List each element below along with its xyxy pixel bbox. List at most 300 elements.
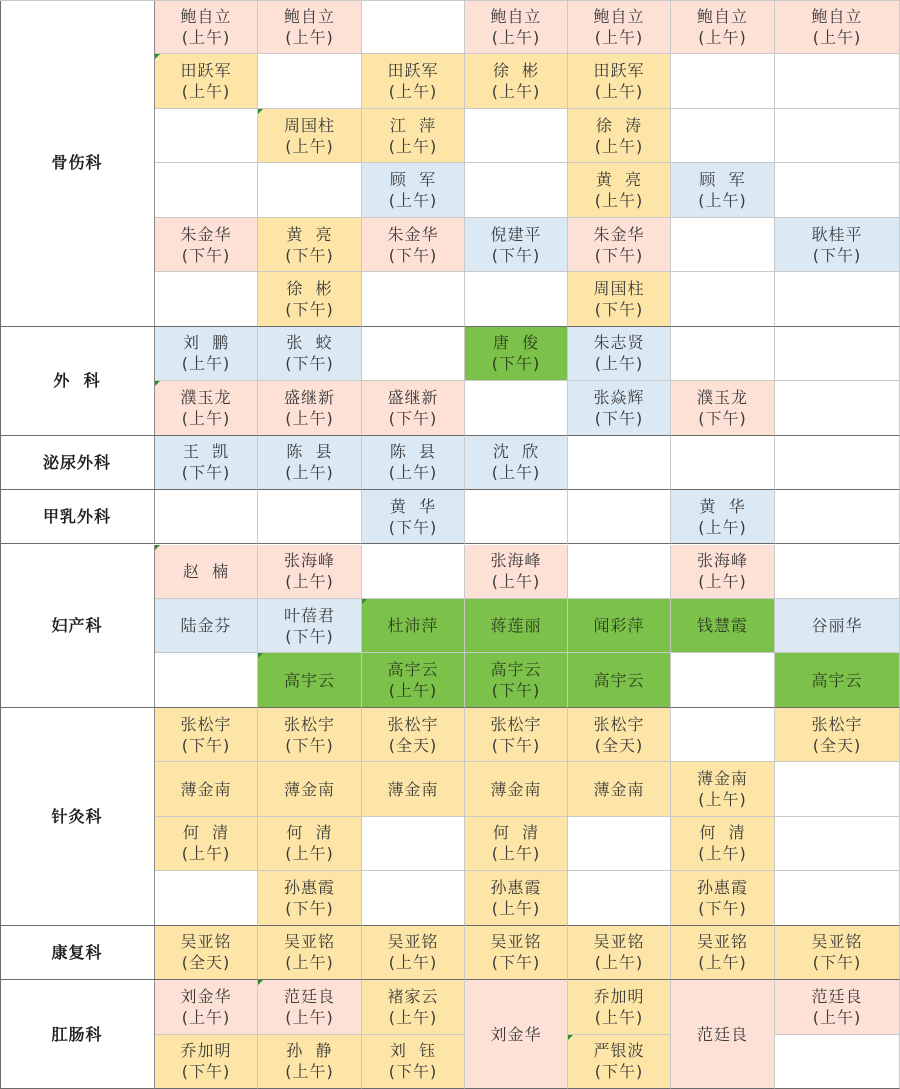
doctor-name: 鲍自立 — [811, 6, 863, 26]
shift-time: (上午) — [388, 136, 438, 156]
schedule-cell — [362, 599, 465, 653]
shift-time: (上午) — [698, 27, 747, 47]
shift-time: (下午) — [812, 245, 862, 265]
shift-time: (上午) — [285, 844, 334, 864]
shift-time: (下午) — [285, 898, 334, 918]
schedule-cell — [568, 163, 671, 217]
schedule-cell — [465, 599, 568, 653]
empty-cell — [671, 218, 775, 272]
shift-time: (下午) — [594, 1062, 644, 1082]
doctor-name: 陈 县 — [389, 442, 437, 462]
doctor-name: 吴亚铭 — [387, 932, 439, 952]
doctor-name: 江 萍 — [389, 115, 437, 135]
doctor-name: 张松宇 — [490, 714, 542, 734]
shift-time: (上午) — [285, 1062, 334, 1082]
schedule-cell — [362, 926, 465, 980]
dept-jiaru — [0, 490, 155, 544]
schedule-cell — [258, 817, 362, 871]
doctor-name: 濮玉龙 — [180, 387, 232, 407]
schedule-cell — [568, 218, 671, 272]
schedule-cell — [155, 708, 258, 762]
empty-cell — [155, 490, 258, 544]
empty-cell — [155, 109, 258, 163]
doctor-name: 黄 华 — [389, 496, 437, 516]
schedule-cell — [362, 980, 465, 1034]
schedule-cell — [465, 54, 568, 108]
shift-time: (下午) — [388, 517, 438, 537]
doctor-name: 黄 亮 — [286, 224, 333, 244]
doctor-name: 田跃军 — [180, 61, 232, 81]
doctor-name: 赵 楠 — [182, 561, 230, 581]
doctor-name: 濮玉龙 — [696, 387, 748, 407]
dept-label: 外 科 — [53, 371, 101, 391]
empty-cell — [775, 163, 900, 217]
doctor-name: 张海峰 — [283, 551, 335, 571]
empty-cell — [465, 381, 568, 435]
schedule-cell — [775, 0, 900, 54]
doctor-name: 田跃军 — [387, 61, 439, 81]
empty-cell — [155, 163, 258, 217]
shift-time: (上午) — [285, 953, 334, 973]
shift-time: (上午) — [181, 1007, 231, 1027]
doctor-name: 严银波 — [593, 1041, 645, 1061]
shift-time: (上午) — [388, 1007, 438, 1027]
schedule-cell — [775, 599, 900, 653]
shift-time: (上午) — [285, 572, 334, 592]
shift-time: (下午) — [491, 953, 541, 973]
shift-time: (下午) — [594, 245, 644, 265]
table-top-border — [0, 0, 900, 1]
schedule-cell — [671, 599, 775, 653]
shift-time: (下午) — [388, 1062, 438, 1082]
doctor-name: 高宇云 — [387, 660, 439, 680]
schedule-cell — [465, 762, 568, 816]
shift-time: (上午) — [698, 517, 747, 537]
dept-gangchang — [0, 980, 155, 1089]
empty-cell — [775, 762, 900, 816]
doctor-name: 刘 钰 — [389, 1041, 437, 1061]
schedule-cell — [362, 436, 465, 490]
empty-cell — [258, 490, 362, 544]
doctor-name: 吴亚铭 — [180, 932, 232, 952]
doctor-name: 张焱辉 — [593, 387, 645, 407]
doctor-name: 顾 军 — [389, 170, 437, 190]
schedule-cell — [362, 1035, 465, 1089]
dept-fuchan — [0, 545, 155, 708]
shift-time: (上午) — [388, 463, 438, 483]
schedule-cell — [465, 817, 568, 871]
shift-time: (上午) — [388, 191, 438, 211]
schedule-cell — [155, 327, 258, 381]
dept-label: 肛肠科 — [51, 1024, 103, 1044]
schedule-cell — [775, 653, 900, 707]
shift-time: (上午) — [285, 27, 334, 47]
schedule-cell — [568, 327, 671, 381]
schedule-cell — [465, 871, 568, 925]
schedule-cell — [155, 980, 258, 1034]
empty-cell — [671, 653, 775, 707]
schedule-cell — [465, 0, 568, 54]
dept-label: 康复科 — [51, 942, 103, 962]
empty-cell — [568, 871, 671, 925]
shift-time: (下午) — [285, 735, 334, 755]
schedule-cell — [671, 490, 775, 544]
dept-gushang — [0, 0, 155, 327]
empty-cell — [362, 272, 465, 326]
doctor-name: 张松宇 — [180, 714, 232, 734]
schedule-cell — [362, 218, 465, 272]
doctor-name: 薄金南 — [387, 779, 439, 799]
schedule-cell — [465, 708, 568, 762]
doctor-name: 田跃军 — [593, 61, 645, 81]
doctor-name: 朱志贤 — [593, 333, 645, 353]
empty-cell — [775, 871, 900, 925]
empty-cell — [775, 109, 900, 163]
empty-cell — [362, 0, 465, 54]
schedule-cell — [671, 545, 775, 599]
shift-time: (下午) — [181, 735, 231, 755]
shift-time: (上午) — [285, 463, 334, 483]
schedule-cell — [671, 926, 775, 980]
doctor-name: 闻彩萍 — [593, 616, 645, 636]
dept-waike — [0, 327, 155, 436]
schedule-cell — [568, 1035, 671, 1089]
dept-kangfu — [0, 926, 155, 980]
shift-time: (上午) — [812, 27, 862, 47]
shift-time: (上午) — [388, 953, 438, 973]
empty-cell — [155, 653, 258, 707]
shift-time: (下午) — [594, 299, 644, 319]
doctor-name: 倪建平 — [490, 224, 542, 244]
shift-time: (下午) — [698, 408, 747, 428]
schedule-cell — [465, 218, 568, 272]
shift-time: (上午) — [285, 408, 334, 428]
shift-time: (全天) — [388, 735, 438, 755]
empty-cell — [155, 272, 258, 326]
doctor-name: 张松宇 — [283, 714, 335, 734]
doctor-name: 吴亚铭 — [283, 932, 335, 952]
doctor-name: 吴亚铭 — [490, 932, 542, 952]
doctor-name: 薄金南 — [696, 769, 748, 789]
schedule-cell — [258, 708, 362, 762]
schedule-cell — [465, 926, 568, 980]
schedule-cell — [155, 1035, 258, 1089]
shift-time: (上午) — [491, 463, 541, 483]
schedule-cell — [775, 926, 900, 980]
schedule-cell — [362, 762, 465, 816]
empty-cell — [775, 272, 900, 326]
doctor-name: 何 清 — [492, 823, 540, 843]
shift-time: (上午) — [285, 1007, 334, 1027]
table-left-border — [0, 0, 1, 1089]
schedule-cell — [155, 218, 258, 272]
doctor-name: 范廷良 — [811, 986, 863, 1006]
doctor-name: 吴亚铭 — [593, 932, 645, 952]
schedule-cell — [155, 0, 258, 54]
schedule-cell — [568, 381, 671, 435]
shift-time: (上午) — [594, 136, 644, 156]
doctor-name: 盛继新 — [283, 387, 335, 407]
schedule-cell — [258, 980, 362, 1034]
doctor-name: 朱金华 — [593, 224, 645, 244]
doctor-name: 陆金芬 — [180, 616, 232, 636]
schedule-cell — [258, 762, 362, 816]
doctor-name: 范廷良 — [696, 1024, 748, 1044]
shift-time: (上午) — [698, 572, 747, 592]
schedule-cell — [671, 980, 775, 1089]
schedule-cell — [775, 708, 900, 762]
schedule-cell — [155, 545, 258, 599]
doctor-name: 鲍自立 — [490, 6, 542, 26]
schedule-cell — [671, 163, 775, 217]
schedule-cell — [568, 762, 671, 816]
dept-label: 泌尿外科 — [42, 452, 111, 472]
doctor-name: 鲍自立 — [593, 6, 645, 26]
schedule-cell — [258, 599, 362, 653]
schedule-cell — [465, 980, 568, 1089]
doctor-name: 徐 彬 — [286, 278, 333, 298]
empty-cell — [775, 817, 900, 871]
shift-time: (全天) — [594, 735, 644, 755]
shift-time: (下午) — [491, 245, 541, 265]
schedule-cell — [568, 272, 671, 326]
dept-label: 骨伤科 — [51, 153, 103, 173]
schedule-cell — [671, 0, 775, 54]
schedule-cell — [258, 0, 362, 54]
doctor-name: 吴亚铭 — [696, 932, 748, 952]
shift-time: (上午) — [181, 27, 231, 47]
shift-time: (上午) — [491, 572, 541, 592]
schedule-cell — [568, 109, 671, 163]
schedule-cell — [568, 54, 671, 108]
doctor-name: 乔加明 — [180, 1041, 232, 1061]
schedule-cell — [775, 980, 900, 1034]
doctor-name: 高宇云 — [283, 670, 335, 690]
doctor-name: 孙惠霞 — [490, 877, 542, 897]
doctor-name: 刘金华 — [180, 986, 232, 1006]
doctor-name: 鲍自立 — [696, 6, 748, 26]
empty-cell — [671, 708, 775, 762]
doctor-name: 张 蛟 — [286, 333, 333, 353]
shift-time: (上午) — [594, 82, 644, 102]
shift-time: (上午) — [594, 354, 644, 374]
schedule-cell — [465, 436, 568, 490]
doctor-name: 薄金南 — [593, 779, 645, 799]
schedule-cell — [258, 871, 362, 925]
shift-time: (下午) — [491, 354, 541, 374]
empty-cell — [568, 436, 671, 490]
doctor-name: 黄 亮 — [595, 170, 643, 190]
empty-cell — [775, 1035, 900, 1089]
shift-time: (上午) — [698, 953, 747, 973]
shift-time: (下午) — [181, 1062, 231, 1082]
empty-cell — [465, 163, 568, 217]
shift-time: (上午) — [698, 191, 747, 211]
schedule-cell — [362, 653, 465, 707]
empty-cell — [258, 54, 362, 108]
shift-time: (全天) — [181, 953, 231, 973]
schedule-cell — [671, 871, 775, 925]
empty-cell — [465, 109, 568, 163]
doctor-name: 唐 俊 — [492, 333, 540, 353]
shift-time: (下午) — [285, 245, 334, 265]
empty-cell — [465, 272, 568, 326]
empty-cell — [362, 545, 465, 599]
empty-cell — [671, 109, 775, 163]
schedule-cell — [568, 0, 671, 54]
doctor-name: 钱慧霞 — [696, 616, 748, 636]
doctor-name: 薄金南 — [180, 779, 232, 799]
shift-time: (上午) — [594, 953, 644, 973]
schedule-cell — [258, 926, 362, 980]
doctor-name: 王 凯 — [182, 442, 230, 462]
doctor-name: 孙惠霞 — [283, 877, 335, 897]
shift-time: (下午) — [181, 245, 231, 265]
empty-cell — [775, 436, 900, 490]
schedule-cell — [258, 653, 362, 707]
empty-cell — [465, 490, 568, 544]
shift-time: (上午) — [181, 408, 231, 428]
empty-cell — [671, 327, 775, 381]
schedule-cell — [671, 817, 775, 871]
schedule-cell — [775, 218, 900, 272]
doctor-name: 鲍自立 — [180, 6, 232, 26]
doctor-name: 叶蓓君 — [283, 605, 335, 625]
schedule-cell — [258, 272, 362, 326]
doctor-name: 顾 军 — [699, 170, 746, 190]
schedule-cell — [155, 926, 258, 980]
doctor-name: 盛继新 — [387, 387, 439, 407]
shift-time: (下午) — [388, 245, 438, 265]
doctor-name: 耿桂平 — [811, 224, 863, 244]
schedule-cell — [155, 54, 258, 108]
shift-time: (上午) — [181, 82, 231, 102]
doctor-name: 徐 彬 — [492, 61, 540, 81]
doctor-name: 徐 涛 — [595, 115, 643, 135]
schedule-cell — [671, 762, 775, 816]
doctor-name: 高宇云 — [811, 670, 863, 690]
schedule-cell — [258, 381, 362, 435]
shift-time: (上午) — [698, 790, 747, 810]
shift-time: (上午) — [181, 354, 231, 374]
schedule-cell — [258, 436, 362, 490]
doctor-name: 刘 鹏 — [182, 333, 230, 353]
empty-cell — [775, 545, 900, 599]
schedule-cell — [362, 54, 465, 108]
schedule-cell — [568, 926, 671, 980]
doctor-name: 薄金南 — [283, 779, 335, 799]
schedule-cell — [568, 599, 671, 653]
shift-time: (上午) — [388, 681, 438, 701]
empty-cell — [671, 54, 775, 108]
doctor-name: 何 清 — [286, 823, 333, 843]
doctor-name: 张松宇 — [593, 714, 645, 734]
shift-time: (下午) — [181, 463, 231, 483]
schedule-cell — [258, 109, 362, 163]
doctor-name: 薄金南 — [490, 779, 542, 799]
empty-cell — [362, 327, 465, 381]
shift-time: (全天) — [812, 735, 862, 755]
empty-cell — [568, 817, 671, 871]
schedule-cell — [568, 980, 671, 1034]
schedule-cell — [155, 817, 258, 871]
empty-cell — [258, 163, 362, 217]
dept-label: 针灸科 — [51, 806, 103, 826]
shift-time: (下午) — [812, 953, 862, 973]
empty-cell — [362, 817, 465, 871]
empty-cell — [671, 436, 775, 490]
doctor-name: 陈 县 — [286, 442, 333, 462]
doctor-name: 何 清 — [699, 823, 746, 843]
schedule-cell — [362, 490, 465, 544]
doctor-name: 张海峰 — [696, 551, 748, 571]
shift-time: (上午) — [181, 844, 231, 864]
empty-cell — [775, 54, 900, 108]
doctor-name: 朱金华 — [387, 224, 439, 244]
shift-time: (下午) — [698, 898, 747, 918]
doctor-name: 张松宇 — [811, 714, 863, 734]
doctor-name: 朱金华 — [180, 224, 232, 244]
empty-cell — [671, 272, 775, 326]
dept-label: 甲乳外科 — [42, 507, 111, 527]
schedule-cell — [258, 545, 362, 599]
schedule-cell — [155, 762, 258, 816]
shift-time: (上午) — [812, 1007, 862, 1027]
doctor-name: 杜沛萍 — [387, 616, 439, 636]
shift-time: (上午) — [491, 27, 541, 47]
shift-time: (上午) — [285, 136, 334, 156]
schedule-cell — [568, 708, 671, 762]
schedule-cell — [465, 545, 568, 599]
shift-time: (上午) — [491, 844, 541, 864]
empty-cell — [568, 545, 671, 599]
shift-time: (上午) — [698, 844, 747, 864]
doctor-name: 黄 华 — [699, 496, 746, 516]
shift-time: (下午) — [285, 354, 334, 374]
schedule-cell — [155, 381, 258, 435]
schedule-cell — [671, 381, 775, 435]
doctor-name: 吴亚铭 — [811, 932, 863, 952]
shift-time: (下午) — [285, 299, 334, 319]
doctor-name: 乔加明 — [593, 986, 645, 1006]
doctor-name: 褚家云 — [387, 986, 439, 1006]
doctor-name: 孙惠霞 — [696, 877, 748, 897]
doctor-name: 张海峰 — [490, 551, 542, 571]
empty-cell — [775, 327, 900, 381]
empty-cell — [362, 871, 465, 925]
schedule-cell — [258, 1035, 362, 1089]
schedule-cell — [155, 436, 258, 490]
doctor-name: 刘金华 — [490, 1024, 542, 1044]
dept-zhenjiu — [0, 708, 155, 926]
empty-cell — [568, 490, 671, 544]
schedule-cell — [258, 218, 362, 272]
shift-time: (上午) — [388, 82, 438, 102]
doctor-name: 高宇云 — [490, 660, 542, 680]
doctor-name: 何 清 — [182, 823, 230, 843]
schedule-cell — [362, 708, 465, 762]
empty-cell — [775, 490, 900, 544]
doctor-name: 高宇云 — [593, 670, 645, 690]
schedule-cell — [362, 109, 465, 163]
schedule-cell — [465, 653, 568, 707]
shift-time: (下午) — [285, 626, 334, 646]
doctor-name: 张松宇 — [387, 714, 439, 734]
doctor-name: 周国柱 — [593, 278, 645, 298]
shift-time: (下午) — [491, 735, 541, 755]
schedule-cell — [362, 381, 465, 435]
shift-time: (下午) — [491, 681, 541, 701]
